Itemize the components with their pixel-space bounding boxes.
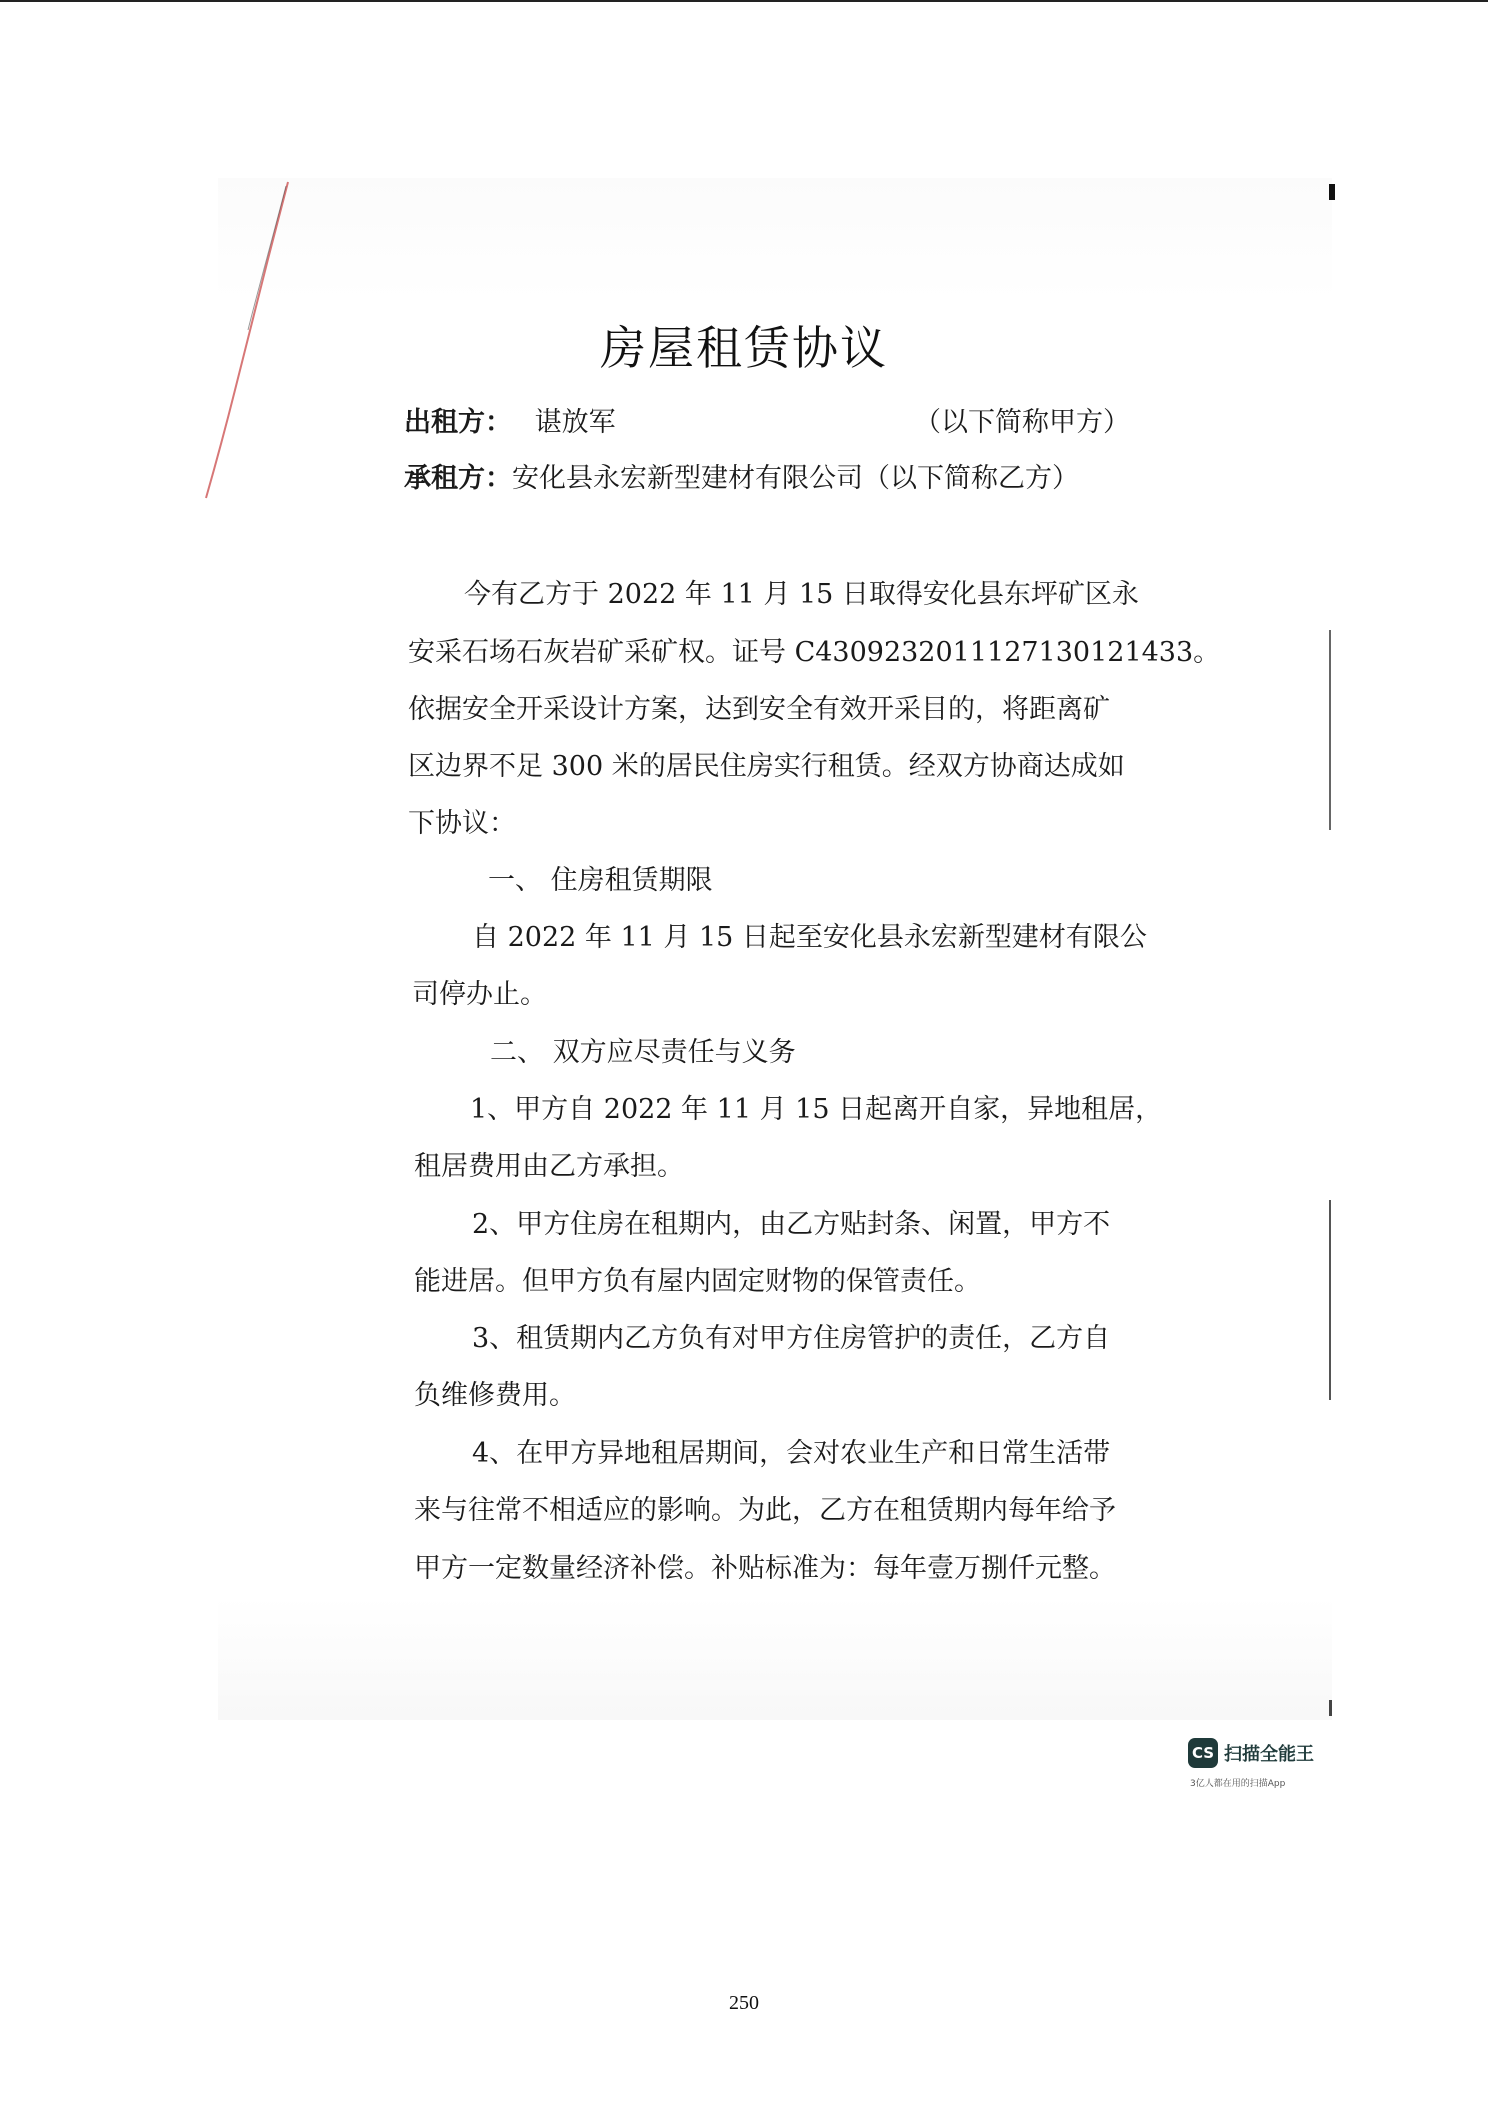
- camscanner-watermark: [1188, 1738, 1314, 1768]
- lessor-label: 出租方：: [404, 407, 512, 438]
- paragraph-line: 司停办止。: [412, 979, 547, 1010]
- paragraph-line: 4、在甲方异地租居期间，会对农业生产和日常生活带: [472, 1438, 1111, 1469]
- lessor-name: 谌放军: [534, 407, 616, 438]
- paragraph-line: 甲方一定数量经济补偿。补贴标准为：每年壹万捌仟元整。: [414, 1553, 1116, 1584]
- paragraph-line: 区边界不足 300 米的居民住房实行租赁。经双方协商达成如: [408, 751, 1125, 782]
- camscanner-logo-icon: CS: [1188, 1738, 1218, 1768]
- paragraph-line: 能进居。但甲方负有屋内固定财物的保管责任。: [414, 1266, 981, 1297]
- document-title: 房屋租赁协议: [600, 321, 888, 375]
- lessee-name: 安化县永宏新型建材有限公司: [512, 463, 863, 494]
- paragraph-line: 2、甲方住房在租期内，由乙方贴封条、闲置，甲方不: [472, 1209, 1111, 1240]
- paragraph-line: 自 2022 年 11 月 15 日起至安化县永宏新型建材有限公: [472, 922, 1147, 953]
- lessor-note: （以下简称甲方）: [914, 407, 1130, 438]
- paragraph-line: 租居费用由乙方承担。: [414, 1151, 684, 1182]
- paragraph-line: 1、甲方自 2022 年 11 月 15 日起离开自家，异地租居，: [470, 1094, 1163, 1125]
- paragraph-line: 安采石场石灰岩矿采矿权。证号 C4309232011127130121433。: [408, 637, 1221, 668]
- paragraph-line: 依据安全开采设计方案，达到安全有效开采目的，将距离矿: [408, 694, 1110, 725]
- page-number: 250: [729, 1992, 759, 2014]
- lessor-line: [404, 400, 1134, 439]
- lessee-note: （以下简称乙方）: [863, 463, 1079, 494]
- section-heading: 二、 双方应尽责任与义务: [490, 1037, 796, 1068]
- camscanner-name: 扫描全能王: [1224, 1744, 1314, 1765]
- paragraph-line: 负维修费用。: [414, 1380, 576, 1411]
- section-heading: 一、 住房租赁期限: [488, 865, 713, 896]
- camscanner-tagline: 3亿人都在用的扫描App: [1190, 1779, 1286, 1789]
- lessee-line: [404, 456, 1079, 495]
- paragraph-line: 下协议：: [408, 808, 516, 839]
- top-border: [0, 0, 1488, 2]
- scan-edge-mark: [1329, 1700, 1332, 1716]
- paragraph-line: 今有乙方于 2022 年 11 月 15 日取得安化县东坪矿区永: [464, 579, 1139, 610]
- scan-edge-mark: [1329, 630, 1331, 830]
- scan-edge-mark: [1329, 184, 1335, 200]
- paragraph-line: 来与往常不相适应的影响。为此，乙方在租赁期内每年给予: [414, 1495, 1116, 1526]
- paragraph-line: 3、租赁期内乙方负有对甲方住房管护的责任，乙方自: [472, 1323, 1111, 1354]
- lessee-label: 承租方：: [404, 463, 512, 494]
- scan-edge-mark: [1329, 1200, 1331, 1400]
